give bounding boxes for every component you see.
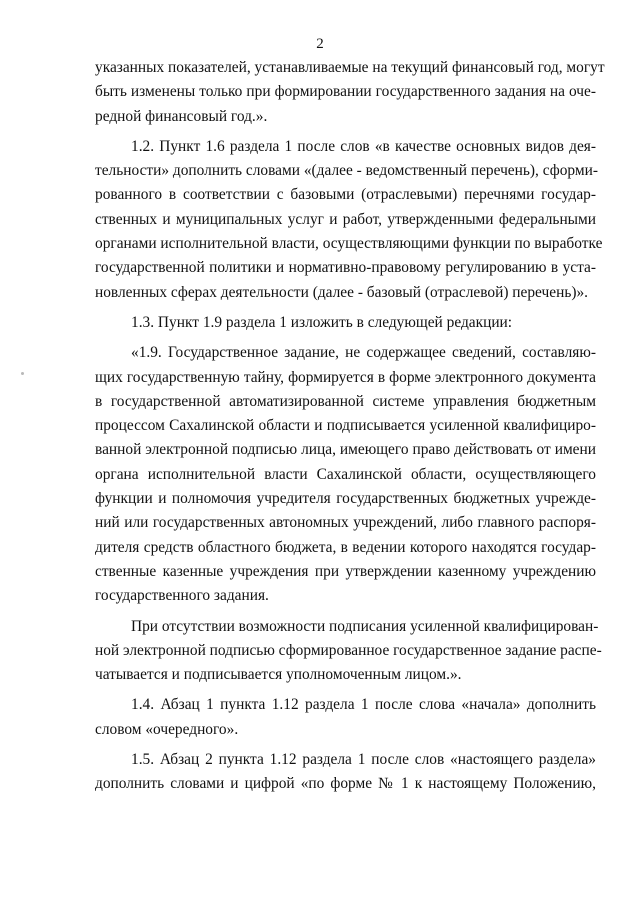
paragraph-continuation (95, 56, 605, 129)
text-line: 1.2. Пункт 1.6 раздела 1 после слов «в качестве основных видов дея- (131, 137, 596, 155)
text-line: государственного задания. (95, 587, 269, 605)
text-line: указанных показателей, устанавливаемые на текущий финансовый год, могут (95, 59, 605, 76)
text-line: дополнить словами и цифрой «по форме № 1 к настоящему Положению, (95, 775, 596, 793)
paragraph-item-1-3 (95, 311, 596, 335)
paragraph-signing-fallback (95, 615, 602, 688)
text-line: словом «очередного». (95, 720, 239, 738)
text-line: функции и полномочия учредителя государственных бюджетных учрежде- (95, 490, 596, 508)
paragraph-item-1-5 (95, 748, 596, 797)
text-line: «1.9. Государственное задание, не содержащее сведений, составляю- (131, 344, 596, 362)
text-line: органами исполнительной власти, осуществляющими функции по выработке (95, 235, 603, 253)
text-line: При отсутствии возможности подписания усиленной квалифицирован- (131, 617, 599, 635)
text-line: тельности» дополнить словами «(далее - ведомственный перечень), сформи- (95, 162, 598, 180)
text-line: быть изменены только при формировании государственного задания на оче- (95, 83, 596, 101)
text-line: 1.5. Абзац 2 пункта 1.12 раздела 1 после слов «настоящего раздела» (131, 751, 596, 769)
text-line: ственные казенные учреждения при утверждении казенному учреждению (95, 562, 596, 580)
text-line: органа исполнительной власти Сахалинской области, осуществляющего (95, 465, 596, 483)
text-line: новленных сферах деятельности (далее - базовый (отраслевой) перечень)». (95, 283, 589, 301)
paragraph-item-1-4 (95, 693, 596, 742)
page-number: 2 (316, 36, 324, 52)
margin-speck (21, 372, 24, 375)
text-line: в государственной автоматизированной системе управления бюджетным (95, 392, 596, 410)
text-line: государственной политики и нормативно-правовому регулированию в уста- (95, 259, 596, 277)
text-line: рованного в соответствии с базовыми (отраслевыми) перечнями государ- (95, 186, 596, 204)
text-line: дителя средств областного бюджета, в ведении которого находятся государ- (95, 538, 596, 556)
paragraph-item-1-9-quote (95, 341, 596, 608)
paragraph-item-1-2 (95, 135, 603, 305)
text-line: ной электронной подписью сформированное государственное задание распе- (95, 641, 602, 659)
text-line: 1.4. Абзац 1 пункта 1.12 раздела 1 после слова «начала» дополнить (131, 696, 596, 714)
text-line: процессом Сахалинской области и подписывается усиленной квалифициро- (95, 417, 596, 435)
text-line: 1.3. Пункт 1.9 раздела 1 изложить в следующей редакции: (131, 313, 513, 331)
text-line: щих государственную тайну, формируется в форме электронного документа (95, 368, 596, 386)
text-line: ний или государственных автономных учреждений, либо главного распоря- (95, 514, 596, 532)
text-line: ственных и муниципальных услуг и работ, утвержденными федеральными (95, 210, 596, 228)
text-line: чатывается и подписывается уполномоченным лицом.». (95, 666, 462, 684)
text-line: ванной электронной подписью лица, имеющего право действовать от имени (95, 441, 596, 459)
document-body (95, 56, 605, 797)
text-line: редной финансовый год.». (95, 107, 268, 125)
